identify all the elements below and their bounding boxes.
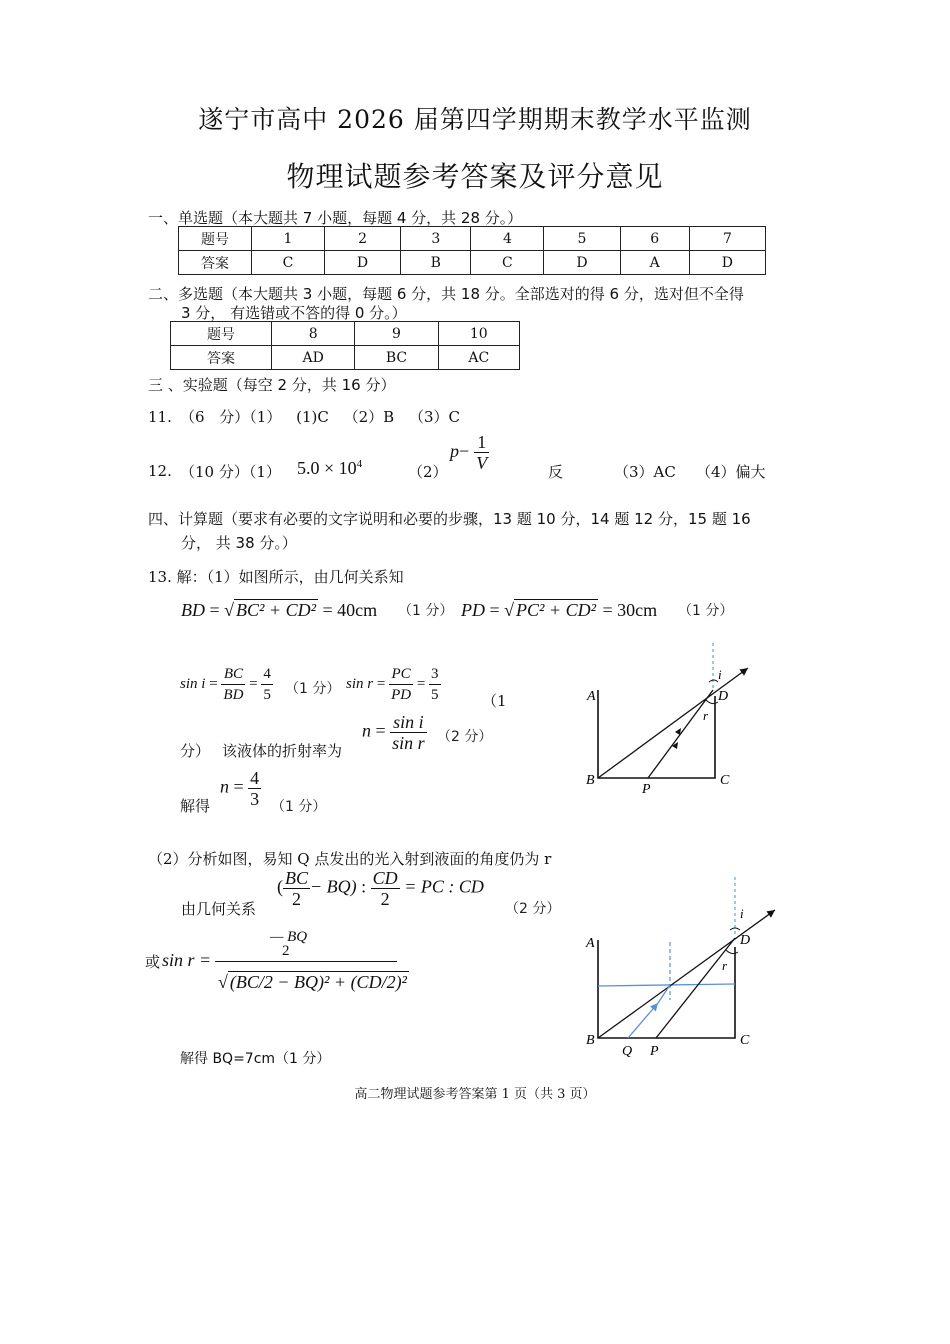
figure2-diagram: [580, 872, 780, 1062]
title-line2: 物理试题参考答案及评分意见: [286, 160, 664, 193]
label-c: C: [720, 773, 730, 788]
section2-heading-line1: 二、多选题（本大题共 3 小题，每题 6 分，共 18 分。全部选对的得 6 分，选对但不全得: [148, 285, 744, 303]
q13-point-5: （2 分）: [437, 729, 493, 745]
q12-part4: （4）偏大: [696, 463, 766, 481]
figure1-diagram: [580, 638, 760, 798]
table-cell: 9: [355, 322, 438, 346]
q13-sinr-equation: sin r = $\frac{PC}{PD}$ = $\frac{3}{5}$: [346, 666, 439, 703]
q13-or-numerator: — BQ 2: [270, 929, 308, 959]
q13-or-label: 或: [145, 953, 161, 971]
ray-q: [628, 1003, 658, 1038]
liquid-surface: [598, 984, 735, 986]
section4-heading-line2: 分， 共 38 分。）: [181, 534, 297, 552]
angle-i-arc: [730, 928, 740, 930]
table-cell: 答案: [171, 346, 272, 370]
page-footer: 高二物理试题参考答案第 1 页（共 3 页）: [354, 1087, 596, 1102]
table-cell: 题号: [171, 322, 272, 346]
table-cell: D: [689, 251, 765, 275]
label-p: P: [650, 1044, 659, 1059]
label-r: r: [703, 708, 709, 723]
q12-part2: （2）: [408, 463, 448, 481]
q13-sini-equation: sin i = $\frac{BC}{BD}$ = $\frac{4}{5}$: [180, 666, 271, 703]
q13-index-text: 该液体的折射率为: [222, 742, 343, 760]
label-p: P: [642, 782, 651, 797]
q13-or-sinr: sin r =: [162, 950, 212, 970]
fraction-bar: [215, 961, 397, 962]
label-a: A: [587, 689, 596, 704]
section1-heading: 一、单选题（本大题共 7 小题，每题 4 分，共 28 分。）: [148, 209, 523, 227]
section2-table: [170, 321, 520, 370]
section1-table: [178, 226, 766, 275]
q13-point-4b: 分）: [180, 742, 211, 760]
section2-heading-line2: 3 分， 有选错或不答的得 0 分。）: [181, 304, 407, 322]
label-i: i: [718, 667, 722, 682]
section4-heading-line1: 四、计算题（要求有必要的文字说明和必要的步骤，13 题 10 分，14 题 12 分，15 题 16: [148, 510, 751, 528]
ray-arrow: [672, 742, 678, 749]
label-q: Q: [622, 1044, 633, 1059]
table-cell: 7: [689, 227, 765, 251]
label-i: i: [740, 906, 744, 921]
table-cell: 答案: [179, 251, 252, 275]
q13-point-4a: （1: [482, 692, 507, 710]
q13-intro: 13. 解：（1）如图所示，由几何关系知: [148, 568, 404, 586]
q12-part3: （3）AC: [614, 463, 676, 481]
q13-point-1: （1 分）: [398, 603, 454, 619]
table-cell: D: [324, 251, 400, 275]
table-cell: C: [471, 251, 544, 275]
q13-or-denominator: √ (BC/2 − BQ)² + (CD/2)²: [218, 972, 407, 992]
q11-answer: （6 分）（1） (1)C （2）B （3）C: [180, 408, 460, 426]
label-b: B: [586, 773, 595, 788]
q13-ratio-equation: ( $\frac{BC}{2}$ − BQ) : $\frac{CD}{2}$ = PC : CD: [277, 868, 484, 909]
q13-final: 解得 BQ=7cm（1 分）: [180, 1051, 331, 1067]
q12-number: 12.: [148, 462, 172, 480]
table-cell: 2: [324, 227, 400, 251]
table-cell: C: [252, 251, 325, 275]
q13-n-formula: n = $\frac{\text{sin i}}{\text{sin r}}$: [362, 712, 425, 753]
q13-bd-equation: BD = √ BC² + CD² = 40cm: [181, 600, 378, 620]
label-c: C: [740, 1033, 750, 1048]
label-r: r: [722, 958, 728, 973]
table-cell: AC: [438, 346, 520, 370]
label-a: A: [586, 936, 595, 951]
q13-point-6: （1 分）: [271, 799, 327, 815]
table-cell: B: [401, 251, 471, 275]
table-cell: BC: [355, 346, 438, 370]
label-d: D: [718, 689, 729, 704]
q13-point-3: （1 分）: [285, 681, 341, 697]
title-line1: 遂宁市高中 2026 届第四学期期末教学水平监测: [198, 105, 752, 134]
section3-heading: 三 、实验题（每空 2 分，共 16 分）: [148, 376, 396, 394]
q13-part2-intro: （2）分析如图，易知 Q 点发出的光入射到液面的角度仍为 r: [148, 850, 552, 868]
angle-r-arc: [706, 700, 718, 704]
table-cell: 10: [438, 322, 520, 346]
q13-point-2: （1 分）: [678, 603, 734, 619]
q13-n-value: n = $\frac{4}{3}$: [220, 768, 260, 809]
ray-bd: [598, 910, 775, 1038]
q13-point-7: （2 分）: [505, 901, 561, 917]
table-cell: 3: [401, 227, 471, 251]
table-row: [171, 346, 520, 370]
table-row: [171, 322, 520, 346]
q12-expression: p− $\frac{1}{V}$: [450, 432, 488, 473]
table-cell: 5: [544, 227, 620, 251]
q13-pd-equation: PD = √ PC² + CD² = 30cm: [461, 600, 658, 620]
table-row: [179, 251, 766, 275]
table-cell: A: [620, 251, 689, 275]
table-cell: 4: [471, 227, 544, 251]
angle-r-arc: [726, 950, 738, 954]
label-d: D: [740, 933, 751, 948]
table-cell: AD: [272, 346, 355, 370]
table-cell: 1: [252, 227, 325, 251]
ray-arrow: [675, 728, 681, 735]
label-b: B: [586, 1033, 595, 1048]
ray-bd: [598, 668, 748, 778]
table-row: [179, 227, 766, 251]
table-cell: 8: [272, 322, 355, 346]
q13-geom-label: 由几何关系: [181, 900, 257, 918]
q13-solve-label: 解得: [180, 797, 211, 815]
table-cell: D: [544, 251, 620, 275]
q12-score: （10 分）（1）: [180, 463, 281, 481]
q12-value: $5.0 \times 10^4$: [297, 458, 363, 478]
q12-fan: 反: [548, 463, 564, 481]
table-cell: 题号: [179, 227, 252, 251]
table-cell: 6: [620, 227, 689, 251]
q11-number: 11.: [148, 408, 172, 426]
